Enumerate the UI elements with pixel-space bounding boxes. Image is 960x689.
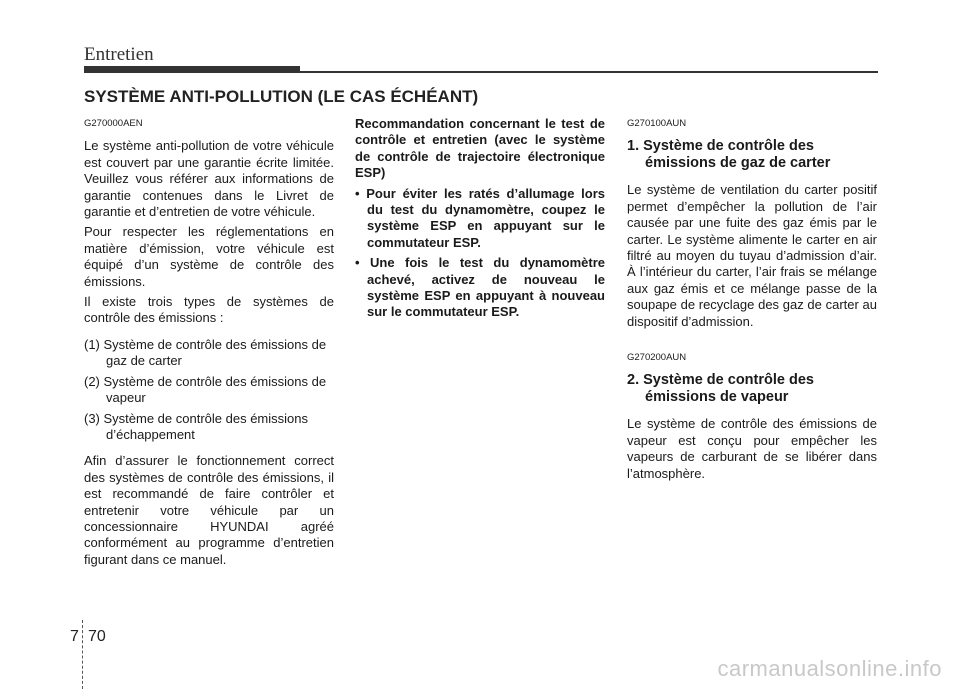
subheading: 2. Système de contrôle des émissions de vapeur bbox=[627, 372, 814, 406]
bullet-item: • Une fois le test du dynamomètre achevé, activez de nouveau le système ESP en appuyant à nouveau sur le commutateur ESP. bbox=[355, 255, 605, 320]
column-left bbox=[84, 116, 334, 572]
paragraph: Le système anti-pollution de votre véhicule est couvert par une garantie écrite limitée. Veuillez vous référer aux informations de garantie contenues dans le Livret de garantie et d’entretien de votre véhicule. bbox=[84, 138, 334, 220]
footer-divider bbox=[82, 620, 84, 689]
list-item: (2) Système de contrôle des émissions de vapeur bbox=[84, 373, 327, 406]
emissions-list bbox=[84, 337, 334, 443]
reference-code: G270000AEN bbox=[84, 118, 143, 129]
watermark: carmanualsonline.info bbox=[717, 656, 942, 681]
list-item: (3) Système de contrôle des émissions d’échappement bbox=[84, 410, 308, 442]
header-rule bbox=[300, 71, 878, 73]
reference-code: G270100AUN bbox=[627, 118, 687, 129]
section-title: SYSTÈME ANTI-POLLUTION (LE CAS ÉCHÉANT) bbox=[84, 87, 479, 106]
chapter-number: 7 bbox=[70, 628, 79, 645]
paragraph: Afin d’assurer le fonctionnement correct des systèmes de contrôle des émissions, il est recommandé de faire contrôler et entretenir votre véhicule par un concessionnaire HYUNDAI agréé conformément au programme d’entretien figurant dans ce manuel. bbox=[84, 453, 334, 567]
column-middle bbox=[355, 116, 605, 325]
column-right bbox=[627, 116, 877, 486]
paragraph: Le système de ventilation du carter positif permet d’empêcher la pollution de l’air causée par une fuite des gaz émis par le carter. Le système alimente le carter en air filtré au moyen du tuyau d’admission d’air. À l’intérieur du carter, l’air frais se mélange aux gaz émis et ce mélange passe de la soupape de recyclage des gaz de carter au dispositif d’admission. bbox=[627, 182, 877, 329]
header-title: Entretien bbox=[84, 44, 154, 65]
paragraph: Il existe trois types de systèmes de contrôle des émissions : bbox=[84, 294, 334, 326]
header-bar bbox=[84, 66, 300, 73]
paragraph: Pour respecter les réglementations en matière d’émission, votre véhicule est équipé d’un système de contrôle des émissions. bbox=[84, 224, 334, 289]
subheading: 1. Système de contrôle des émissions de gaz de carter bbox=[627, 138, 831, 172]
bullet-item: • Pour éviter les ratés d’allumage lors du test du dynamomètre, coupez le système ESP en appuyant sur le commutateur ESP. bbox=[355, 185, 605, 250]
list-item: (1) Système de contrôle des émissions de gaz de carter bbox=[84, 336, 327, 369]
recommendation-intro: Recommandation concernant le test de contrôle et entretien (avec le système de contrôle de trajectoire électronique ESP) bbox=[355, 116, 605, 181]
paragraph: Le système de contrôle des émissions de vapeur est conçu pour empêcher les vapeurs de carburant de se libérer dans l’atmosphère. bbox=[627, 416, 877, 481]
page-number: 70 bbox=[88, 628, 106, 645]
reference-code: G270200AUN bbox=[627, 352, 687, 364]
